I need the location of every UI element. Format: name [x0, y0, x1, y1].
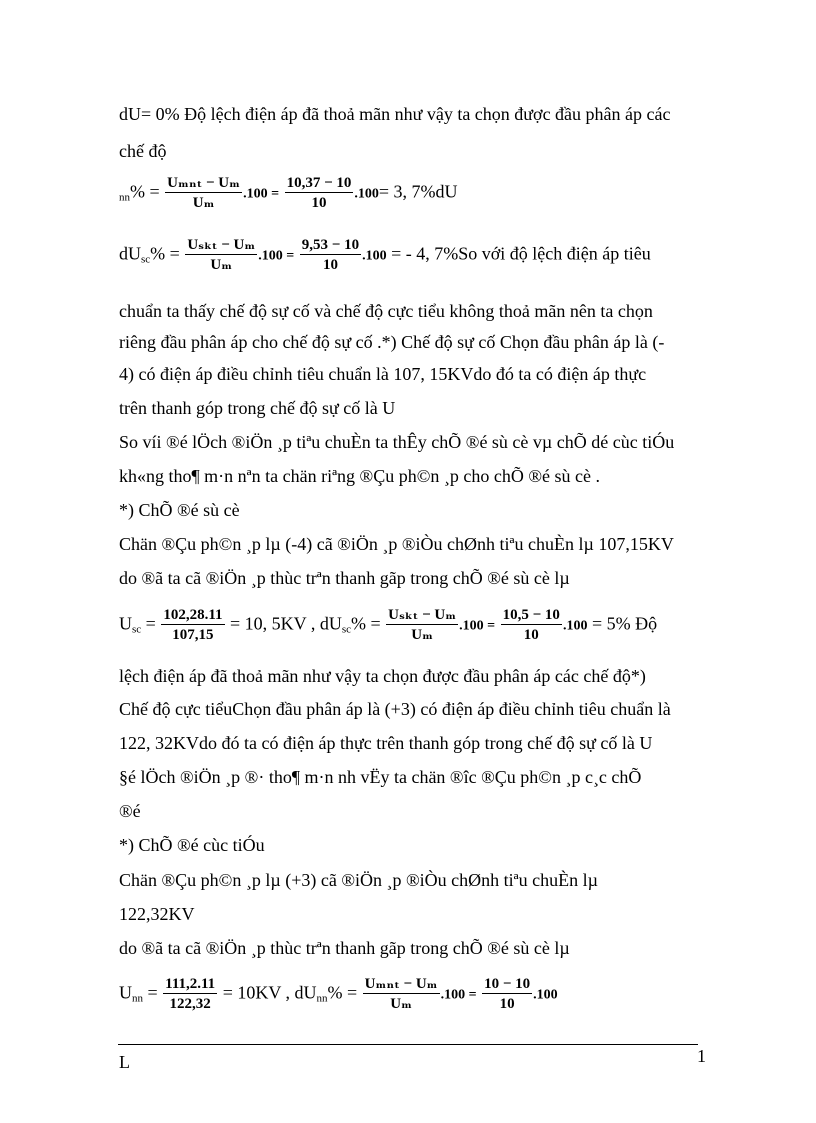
text-line-11: *) ChÕ ®é sù cè — [119, 500, 240, 520]
text-line-5: chuẩn ta thấy chế độ sự cố và chế độ cực tiểu không thoả mãn nên ta chọn — [119, 301, 653, 321]
equation-usc — [119, 606, 657, 645]
eq4-numerator-3: 10 − 10 — [484, 976, 531, 992]
eq2-fraction-numeric — [300, 236, 361, 275]
text-line-21: Chän ®Çu ph©n ¸p lµ (+3) cã ®iÖn ¸p ®iÒu chØnh tiªu chuÈn lµ — [119, 870, 598, 890]
text-line-2: chế độ — [119, 141, 167, 161]
eq4-hundred: .100 = — [440, 987, 477, 1003]
text-line-8: trên thanh góp trong chế độ sự cố là U — [119, 398, 396, 418]
eq3-fraction-symbolic — [386, 606, 458, 645]
eq4-subscript: nn — [132, 992, 143, 1005]
eq2-hundred: .100 = — [258, 248, 295, 264]
equation-sc-percent — [119, 236, 651, 275]
text-line-7: 4) có điện áp điều chỉnh tiêu chuẩn là 107, 15KVdo đó ta có điện áp thực — [119, 364, 647, 384]
equation-nn-percent — [119, 174, 458, 213]
eq1-denominator-2: 10 — [311, 195, 327, 211]
eq4-fraction-unn — [163, 975, 217, 1014]
eq4-eq: = — [147, 982, 158, 1003]
text-line-6: riêng đầu phân áp cho chế độ sự cố .*) Chế độ sự cố Chọn đầu phân áp là (- — [119, 332, 665, 352]
eq4-hundred-2: .100 — [533, 987, 558, 1003]
eq3-pct: % = — [351, 613, 381, 634]
eq3-tail: = 5% Độ — [591, 613, 658, 634]
eq3-numerator: 102,28.11 — [163, 607, 223, 623]
equation-unn — [119, 975, 558, 1014]
eq2-tail: = - 4, 7%So với độ lệch điện áp tiêu — [391, 243, 651, 264]
eq3-subscript-2: sc — [341, 623, 352, 636]
eq4-denominator-3: 10 — [499, 996, 515, 1012]
eq4-subscript-2: nn — [316, 992, 328, 1005]
eq1-subscript: nn — [119, 191, 130, 204]
eq4-lead: U — [119, 982, 132, 1003]
eq2-numerator: Uₛₖₜ − Uₘ — [187, 237, 256, 253]
eq2-lead: dU — [119, 243, 141, 264]
eq1-hundred: .100 = — [243, 186, 280, 202]
footer-divider — [118, 1044, 698, 1045]
text-line-10: kh«ng tho¶ m·n nªn ta chän riªng ®Çu ph©n ¸p cho chÕ ®é sù cè . — [119, 466, 601, 486]
eq4-denominator: 122,32 — [169, 996, 211, 1012]
eq3-denominator-3: 10 — [523, 627, 539, 643]
text-line-20: *) ChÕ ®é cùc tiÓu — [119, 835, 265, 855]
text-line-9: So víi ®é lÖch ®iÖn ¸p tiªu chuÈn ta thÊy chÕ ®é sù cè vµ chÕ dé cùc tiÓu — [119, 432, 675, 452]
eq4-pct: % = — [327, 982, 358, 1003]
eq3-hundred-2: .100 — [562, 618, 588, 634]
eq1-numerator-2: 10,37 − 10 — [286, 175, 352, 191]
text-line-16: Chế độ cực tiểuChọn đầu phân áp là (+3) có điện áp điều chỉnh tiêu chuẩn là — [119, 699, 671, 719]
eq3-denominator-2: Uₘ — [411, 627, 434, 643]
footer-label: L — [119, 1052, 130, 1072]
eq2-denominator: Uₘ — [210, 257, 233, 273]
eq2-denominator-2: 10 — [322, 257, 338, 273]
eq2-hundred-2: .100 — [362, 248, 387, 264]
eq3-eq: = — [145, 613, 156, 634]
text-line-15: lệch điện áp đã thoả mãn như vậy ta chọn được đầu phân áp các chế độ*) — [119, 666, 646, 686]
eq1-fraction-symbolic — [165, 174, 242, 213]
eq4-fraction-numeric — [482, 975, 532, 1014]
eq3-subscript: sc — [132, 623, 142, 636]
eq3-fraction-usc — [161, 606, 224, 645]
page-number: 1 — [697, 1046, 706, 1066]
eq3-numerator-3: 10,5 − 10 — [502, 607, 560, 623]
text-line-13: do ®ã ta cã ®iÖn ¸p thùc trªn thanh gãp trong chÕ ®é sù cè lµ — [119, 568, 570, 588]
eq3-mid: = 10, 5KV , dU — [230, 613, 342, 634]
eq4-denominator-2: Uₘ — [390, 996, 413, 1012]
text-line-19: ®é — [119, 801, 141, 821]
eq1-hundred-2: .100 — [354, 186, 379, 202]
eq4-numerator: 111,2.11 — [165, 976, 216, 992]
text-line-18: §é lÖch ®iÖn ¸p ®· tho¶ m·n nh vËy ta chän ®îc ®Çu ph©n ¸p c¸c chÕ — [119, 767, 642, 787]
eq1-tail: = 3, 7%dU — [378, 181, 458, 202]
text-line-1: dU= 0% Độ lệch điện áp đã thoả mãn như vậy ta chọn được đầu phân áp các — [119, 104, 671, 124]
eq3-denominator: 107,15 — [172, 627, 214, 643]
eq1-denominator: Uₘ — [192, 195, 215, 211]
eq4-fraction-symbolic — [363, 975, 440, 1014]
eq1-numerator: Uₘₙₜ − Uₘ — [167, 175, 241, 191]
eq2-fraction-symbolic — [185, 236, 257, 275]
eq2-numerator-2: 9,53 − 10 — [301, 237, 360, 253]
text-line-17: 122, 32KVdo đó ta có điện áp thực trên thanh góp trong chế độ sự cố là U — [119, 733, 653, 753]
text-line-23: do ®ã ta cã ®iÖn ¸p thùc trªn thanh gãp trong chÕ ®é sù cè lµ — [119, 938, 570, 958]
eq1-fraction-numeric — [285, 174, 354, 213]
eq4-mid: = 10KV , dU — [222, 982, 317, 1003]
eq4-numerator-2: Uₘₙₜ − Uₘ — [364, 976, 438, 992]
text-line-12: Chän ®Çu ph©n ¸p lµ (-4) cã ®iÖn ¸p ®iÒu chØnh tiªu chuÈn lµ 107,15KV — [119, 534, 674, 554]
text-line-22: 122,32KV — [119, 904, 195, 924]
eq2-mid: % = — [150, 243, 180, 264]
eq3-hundred: .100 = — [459, 618, 496, 634]
eq2-subscript: sc — [141, 253, 151, 266]
eq3-lead: U — [119, 613, 132, 634]
eq3-fraction-numeric — [501, 606, 562, 645]
eq1-mid: % = — [130, 181, 160, 202]
eq3-numerator-2: Uₛₖₜ − Uₘ — [388, 607, 457, 623]
